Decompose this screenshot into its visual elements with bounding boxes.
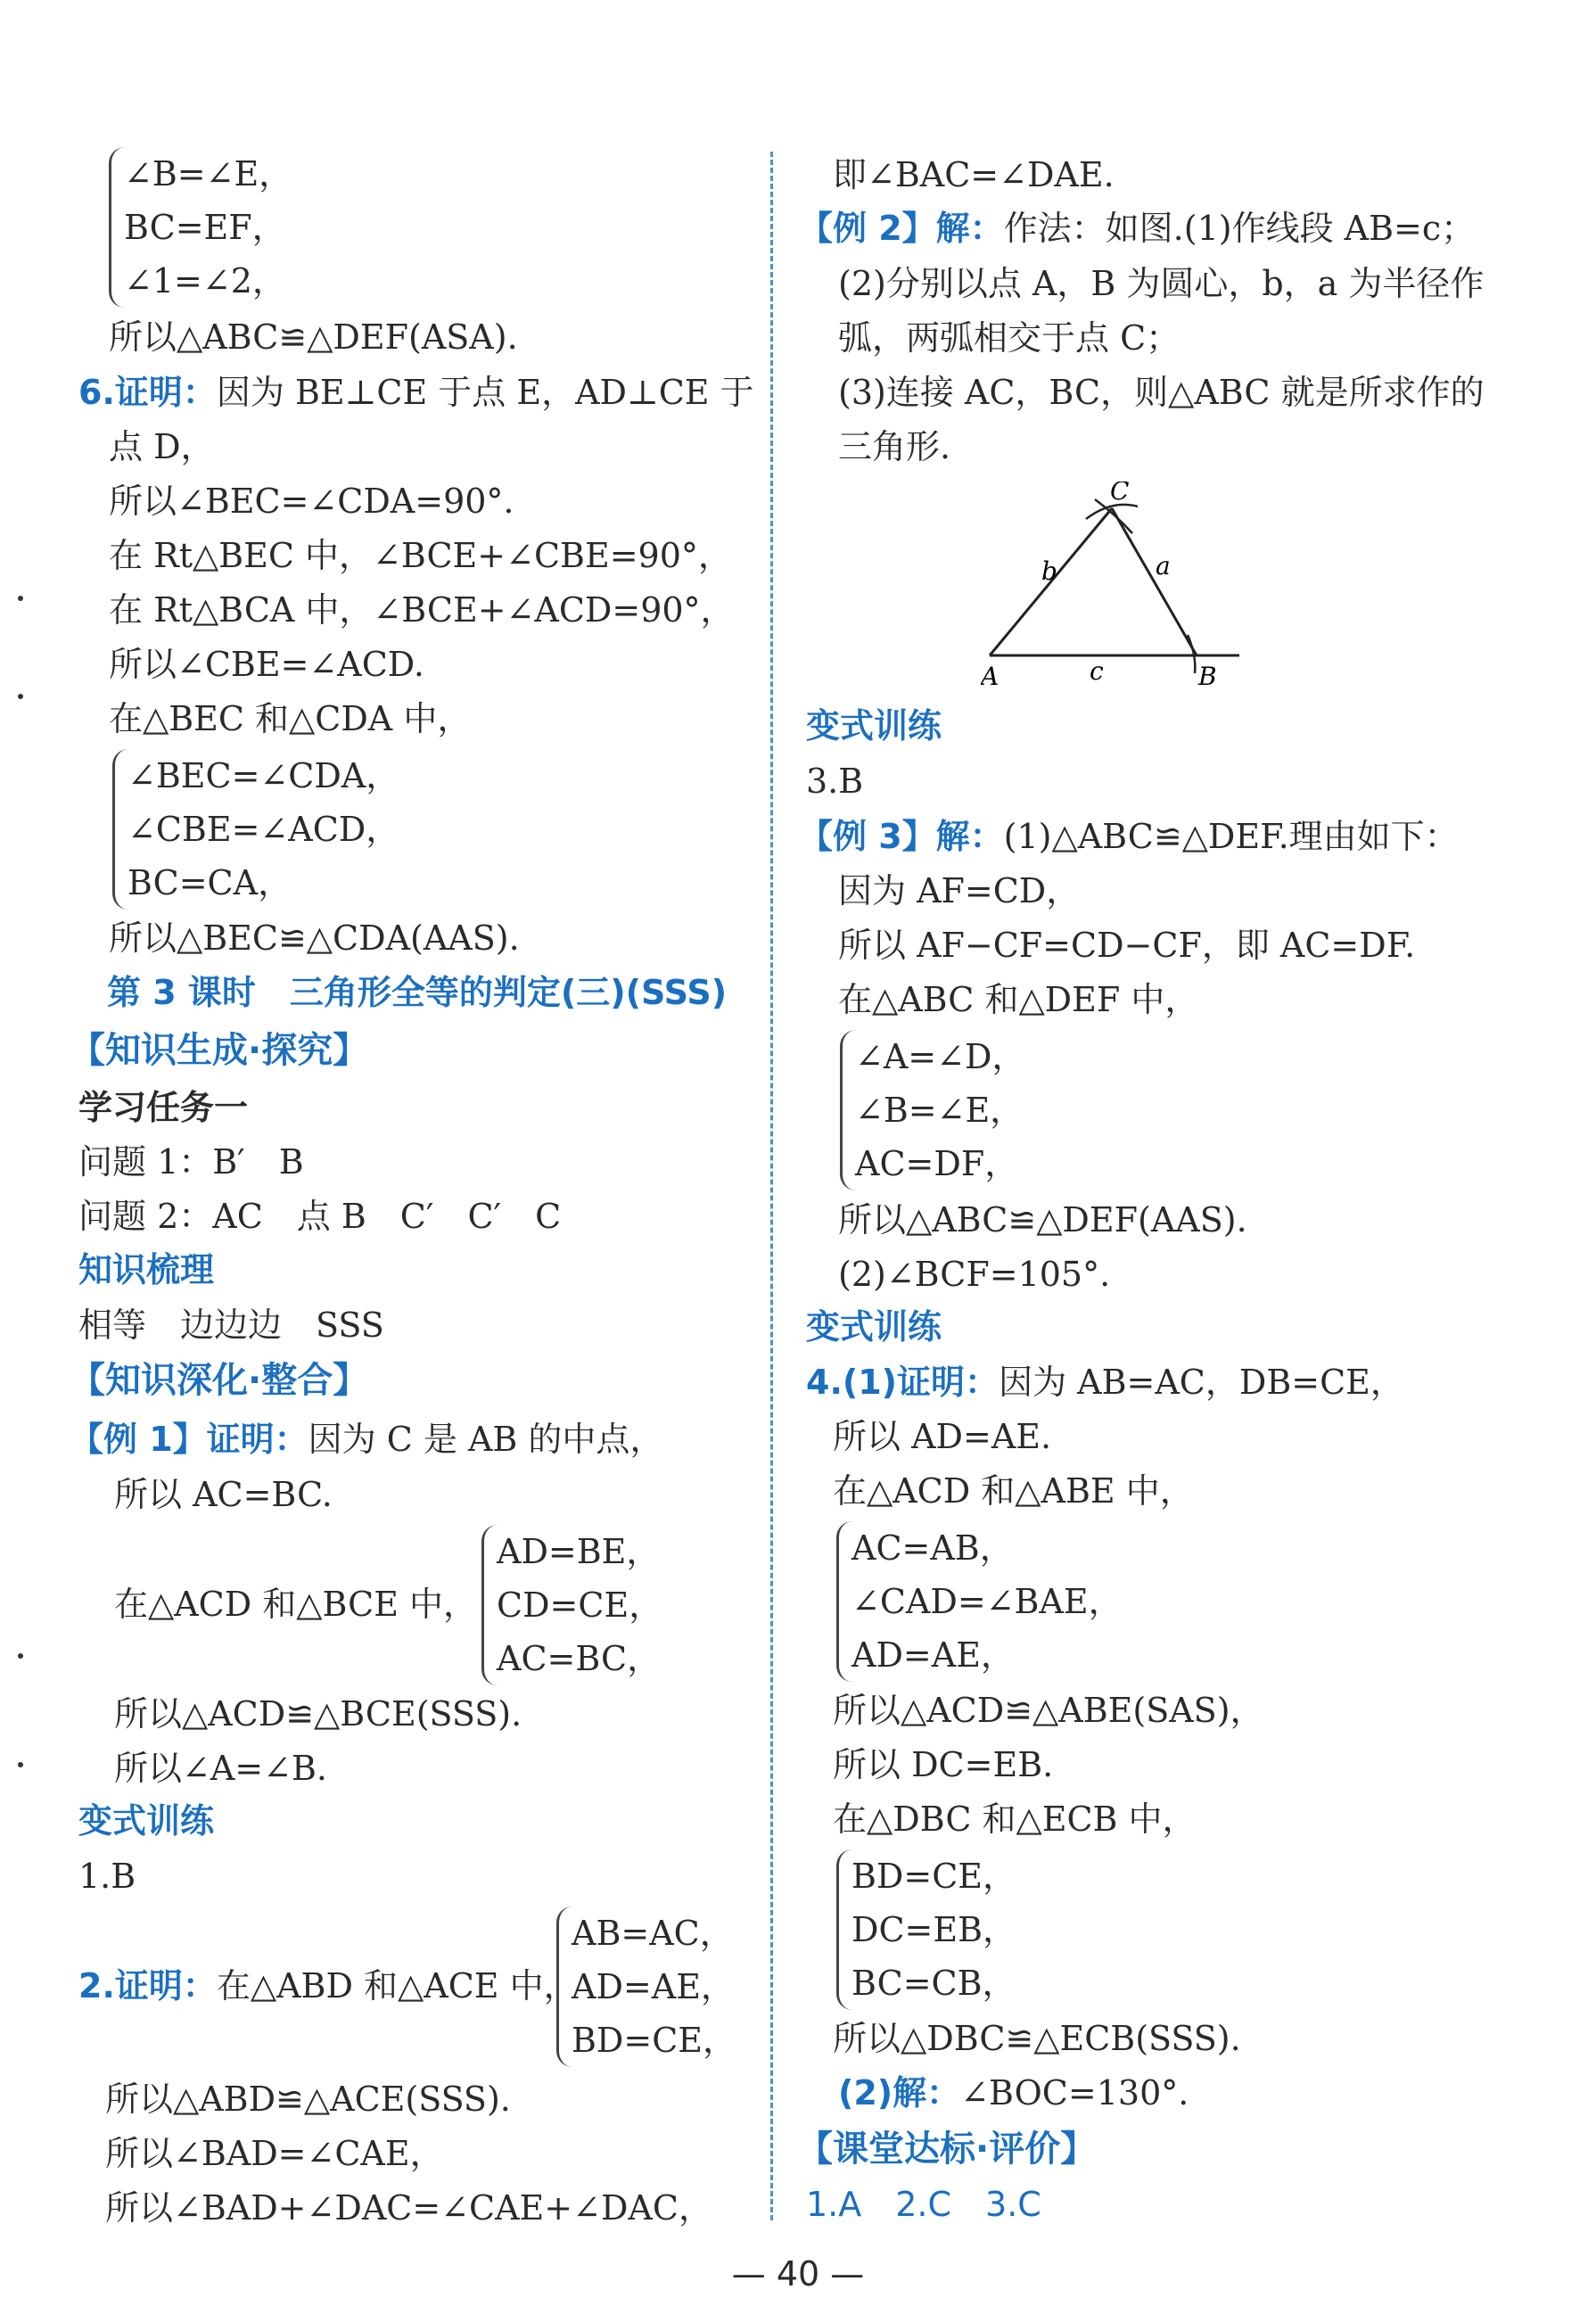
brace-line: BD=CE， bbox=[851, 1857, 1017, 1896]
text-line: (2)分别以点 A，B 为圆心，b，a 为半径作 bbox=[838, 264, 1485, 303]
problem-6 bbox=[78, 369, 754, 416]
text-line: 所以 AD=AE. bbox=[833, 1417, 1052, 1456]
condition-brace-1 bbox=[109, 147, 292, 308]
section-heading: 【课堂达标·评价】 bbox=[797, 2129, 1097, 2170]
side-a bbox=[1112, 508, 1197, 655]
answer-line: 1.A 2.C 3.C bbox=[806, 2185, 1041, 2224]
example-text: 因为 C 是 AB 的中点， bbox=[308, 1420, 664, 1459]
answer-line: 3.B bbox=[806, 762, 864, 801]
text-line: 在△DBC 和△ECB 中， bbox=[833, 1800, 1197, 1839]
answer-label: (2)解： bbox=[838, 2073, 961, 2112]
condition-brace-3 bbox=[481, 1525, 662, 1685]
brace-line: AD=AE， bbox=[851, 1635, 1015, 1675]
brace-line: AD=BE， bbox=[497, 1532, 661, 1571]
text-line: 所以△ABC≌△DEF(ASA). bbox=[109, 317, 518, 357]
answer-line: 相等 边边边 SSS bbox=[78, 1305, 384, 1345]
subsection-heading: 变式训练 bbox=[78, 1801, 215, 1841]
problem-text: 在△ABD 和△ACE 中， bbox=[216, 1966, 578, 2005]
label-c: c bbox=[1090, 656, 1104, 686]
brace-line: AC=BC， bbox=[497, 1639, 662, 1678]
problem-label: 6.证明： bbox=[78, 373, 217, 412]
text-line: 所以∠A=∠B. bbox=[114, 1749, 327, 1788]
triangle-construction-figure bbox=[981, 482, 1248, 696]
label-C: C bbox=[1110, 482, 1130, 506]
label-b: b bbox=[1041, 556, 1057, 586]
brace-line: ∠BEC=∠CDA， bbox=[128, 756, 400, 795]
problem-2 bbox=[78, 1963, 578, 2009]
text-line: 所以∠BEC=∠CDA=90°. bbox=[109, 482, 514, 521]
label-B: B bbox=[1198, 662, 1217, 691]
text-line: 三角形. bbox=[838, 427, 951, 466]
example-3 bbox=[799, 813, 1459, 860]
brace-line: AC=DF， bbox=[855, 1144, 1019, 1183]
brace-line: AC=AB， bbox=[851, 1528, 1014, 1568]
brace-line: BC=CA， bbox=[128, 863, 292, 902]
brace-line: BD=CE， bbox=[572, 2021, 737, 2060]
text-line: 点 D， bbox=[109, 427, 215, 466]
text-line: 所以∠CBE=∠ACD. bbox=[109, 645, 424, 684]
text-line: 因为 AF=CD， bbox=[838, 871, 1081, 910]
label-A: A bbox=[981, 662, 1000, 691]
scan-dot bbox=[18, 596, 23, 601]
task-heading: 学习任务一 bbox=[78, 1088, 249, 1127]
condition-brace-4 bbox=[556, 1907, 736, 2067]
brace-line: ∠B=∠E， bbox=[855, 1091, 1024, 1130]
text-line: 所以△ABD≌△ACE(SSS). bbox=[105, 2080, 511, 2119]
scan-dot bbox=[18, 694, 23, 699]
scan-dot bbox=[18, 1653, 23, 1659]
lesson-title: 第 3 课时 三角形全等的判定(三)(SSS) bbox=[107, 973, 728, 1012]
brace-line: BC=EF， bbox=[124, 208, 286, 247]
section-heading: 【知识生成·探究】 bbox=[70, 1030, 369, 1071]
answer-line: 问题 1：B′ B bbox=[78, 1142, 304, 1182]
text-line: 所以△ACD≌△ABE(SAS)， bbox=[833, 1691, 1264, 1730]
text-line: 在△ACD 和△ABE 中， bbox=[833, 1471, 1194, 1511]
section-heading: 【知识深化·整合】 bbox=[70, 1360, 369, 1401]
problem-text: 因为 AB=AC，DB=CE， bbox=[999, 1363, 1404, 1402]
problem-label: 4.(1)证明： bbox=[806, 1363, 1000, 1402]
condition-brace-7 bbox=[836, 1849, 1016, 2010]
problem-text: 因为 BE⊥CE 于点 E，AD⊥CE 于 bbox=[216, 373, 754, 412]
text-line: 在 Rt△BCA 中，∠BCE+∠ACD=90°， bbox=[109, 590, 735, 630]
text-line: 在 Rt△BEC 中，∠BCE+∠CBE=90°， bbox=[109, 536, 732, 575]
condition-brace-5 bbox=[840, 1030, 1025, 1190]
condition-brace-6 bbox=[836, 1521, 1123, 1682]
column-divider bbox=[770, 152, 773, 2220]
text-line: 即∠BAC=∠DAE. bbox=[833, 155, 1115, 194]
brace-line: ∠CAD=∠BAE， bbox=[851, 1582, 1123, 1621]
brace-line: DC=EB， bbox=[851, 1910, 1017, 1949]
text-line: 所以 AC=BC. bbox=[114, 1475, 333, 1514]
problem-4 bbox=[806, 1359, 1404, 1405]
text-line: 在△BEC 和△CDA 中， bbox=[109, 699, 472, 738]
text-line: 所以 AF−CF=CD−CF，即 AC=DF. bbox=[838, 926, 1416, 965]
problem-label: 2.证明： bbox=[78, 1966, 217, 2005]
text-line: 所以△ABC≌△DEF(AAS). bbox=[838, 1200, 1247, 1239]
example-text: (1)△ABC≌△DEF.理由如下： bbox=[1003, 817, 1459, 856]
answer-line bbox=[838, 2070, 1189, 2116]
subsection-heading: 变式训练 bbox=[806, 706, 942, 745]
answer-line: 1.B bbox=[78, 1857, 136, 1896]
text-line: 所以△DBC≌△ECB(SSS). bbox=[833, 2019, 1241, 2058]
brace-line: BC=CB， bbox=[851, 1964, 1016, 2003]
label-a: a bbox=[1156, 551, 1171, 581]
brace-line: ∠CBE=∠ACD， bbox=[128, 810, 400, 849]
brace-line: AD=AE， bbox=[572, 1967, 735, 2006]
text-line: 弧，两弧相交于点 C； bbox=[838, 318, 1181, 358]
answer-line: 问题 2：AC 点 B C′ C′ C bbox=[78, 1197, 562, 1236]
brace-line: CD=CE， bbox=[497, 1585, 663, 1625]
brace-line: ∠1=∠2， bbox=[124, 261, 286, 301]
text-line: 所以 DC=EB. bbox=[833, 1745, 1054, 1784]
example-label: 【例 3】解： bbox=[799, 817, 1004, 856]
text-line: 所以∠BAD+∠DAC=∠CAE+∠DAC， bbox=[105, 2188, 712, 2228]
example-2 bbox=[799, 205, 1475, 251]
brace-line: ∠A=∠D， bbox=[855, 1037, 1026, 1076]
example-1 bbox=[70, 1416, 663, 1462]
brace-line: ∠B=∠E， bbox=[124, 154, 293, 194]
subsection-heading: 知识梳理 bbox=[78, 1250, 215, 1289]
text-line: 在△ABC 和△DEF 中， bbox=[838, 980, 1199, 1019]
text-line: 所以∠BAD=∠CAE， bbox=[105, 2134, 444, 2173]
page-number: — 40 — bbox=[731, 2254, 865, 2294]
answer-text: ∠BOC=130°. bbox=[960, 2073, 1189, 2112]
example-text: 作法：如图.(1)作线段 AB=c； bbox=[1003, 209, 1476, 248]
example-label: 【例 2】解： bbox=[799, 209, 1004, 248]
text-line: (3)连接 AC，BC，则△ABC 就是所求作的 bbox=[838, 373, 1485, 412]
condition-brace-2 bbox=[112, 749, 399, 910]
scan-dot bbox=[18, 1762, 23, 1767]
subsection-heading: 变式训练 bbox=[806, 1307, 942, 1347]
example-label: 【例 1】证明： bbox=[70, 1420, 309, 1459]
text-line: 在△ACD 和△BCE 中， bbox=[114, 1585, 478, 1624]
brace-line: AB=AC， bbox=[572, 1914, 734, 1953]
text-line: 所以△ACD≌△BCE(SSS). bbox=[114, 1694, 522, 1734]
text-line: (2)∠BCF=105°. bbox=[838, 1255, 1111, 1294]
text-line: 所以△BEC≌△CDA(AAS). bbox=[109, 918, 520, 958]
